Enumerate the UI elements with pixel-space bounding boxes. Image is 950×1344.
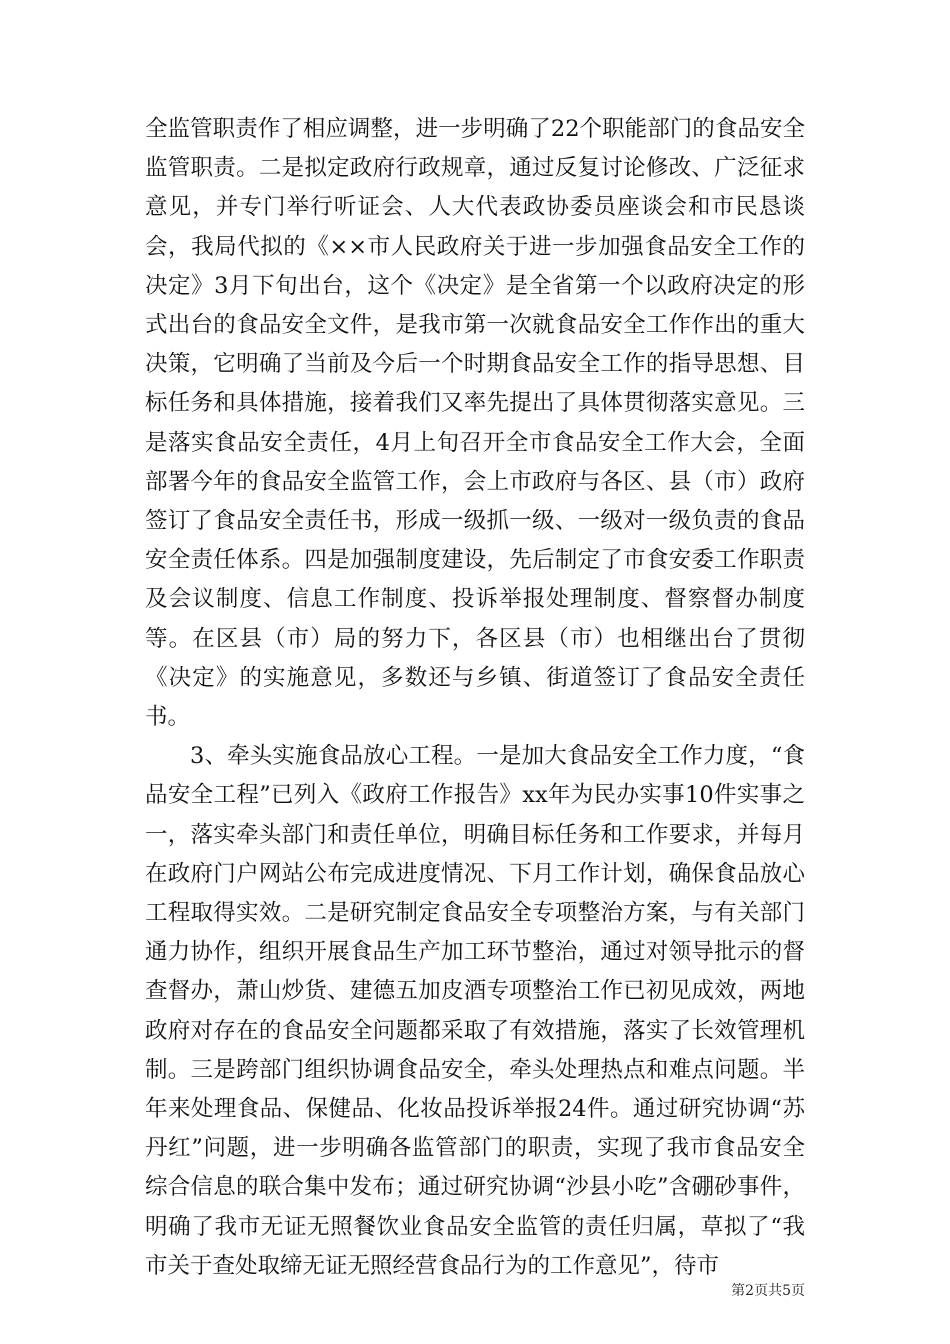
- body-paragraph-2: 3、牵头实施食品放心工程。一是加大食品安全工作力度，“食品安全工程”已列入《政府工作报告》xx年为民办实事10件实事之一，落实牵头部门和责任单位，明确目标任务和工作要求，并每月在政府门户网站公布完成进度情况、下月工作计划，确保食品放心工程取得实效。二是研究制定食品安全专项整治方案，与有关部门通力协作，组织开展食品生产加工环节整治，通过对领导批示的督查督办，萧山炒货、建德五加皮酒专项整治工作已初见成效，两地政府对存在的食品安全问题都采取了有效措施，落实了长效管理机制。三是跨部门组织协调食品安全，牵头处理热点和难点问题。半年来处理食品、保健品、化妆品投诉举报24件。通过研究协调“苏丹红”问题，进一步明确各监管部门的职责，实现了我市食品安全综合信息的联合集中发布；通过研究协调“沙县小吃”含硼砂事件，明确了我市无证无照餐饮业食品安全监管的责任归属，草拟了“我市关于查处取缔无证无照经营食品行为的工作意见”，待市: [145, 743, 805, 1279]
- page-number-footer: [731, 1280, 805, 1300]
- page-number-label: 第2页共5页: [731, 1283, 805, 1299]
- document-body: [145, 110, 805, 1286]
- body-paragraph-1: 全监管职责作了相应调整，进一步明确了22个职能部门的食品安全监管职责。二是拟定政府行政规章，通过反复讨论修改、广泛征求意见，并专门举行听证会、人大代表政协委员座谈会和市民恳谈会，我局代拟的《××市人民政府关于进一步加强食品安全工作的决定》3月下旬出台，这个《决定》是全省第一个以政府决定的形式出台的食品安全文件，是我市第一次就食品安全工作作出的重大决策，它明确了当前及今后一个时期食品安全工作的指导思想、目标任务和具体措施，接着我们又率先提出了具体贯彻落实意见。三是落实食品安全责任，4月上旬召开全市食品安全工作大会，全面部署今年的食品安全监管工作，会上市政府与各区、县（市）政府签订了食品安全责任书，形成一级抓一级、一级对一级负责的食品安全责任体系。四是加强制度建设，先后制定了市食安委工作职责及会议制度、信息工作制度、投诉举报处理制度、督察督办制度等。在区县（市）局的努力下，各区县（市）也相继出台了贯彻《决定》的实施意见，多数还与乡镇、街道签订了食品安全责任书。: [145, 116, 805, 731]
